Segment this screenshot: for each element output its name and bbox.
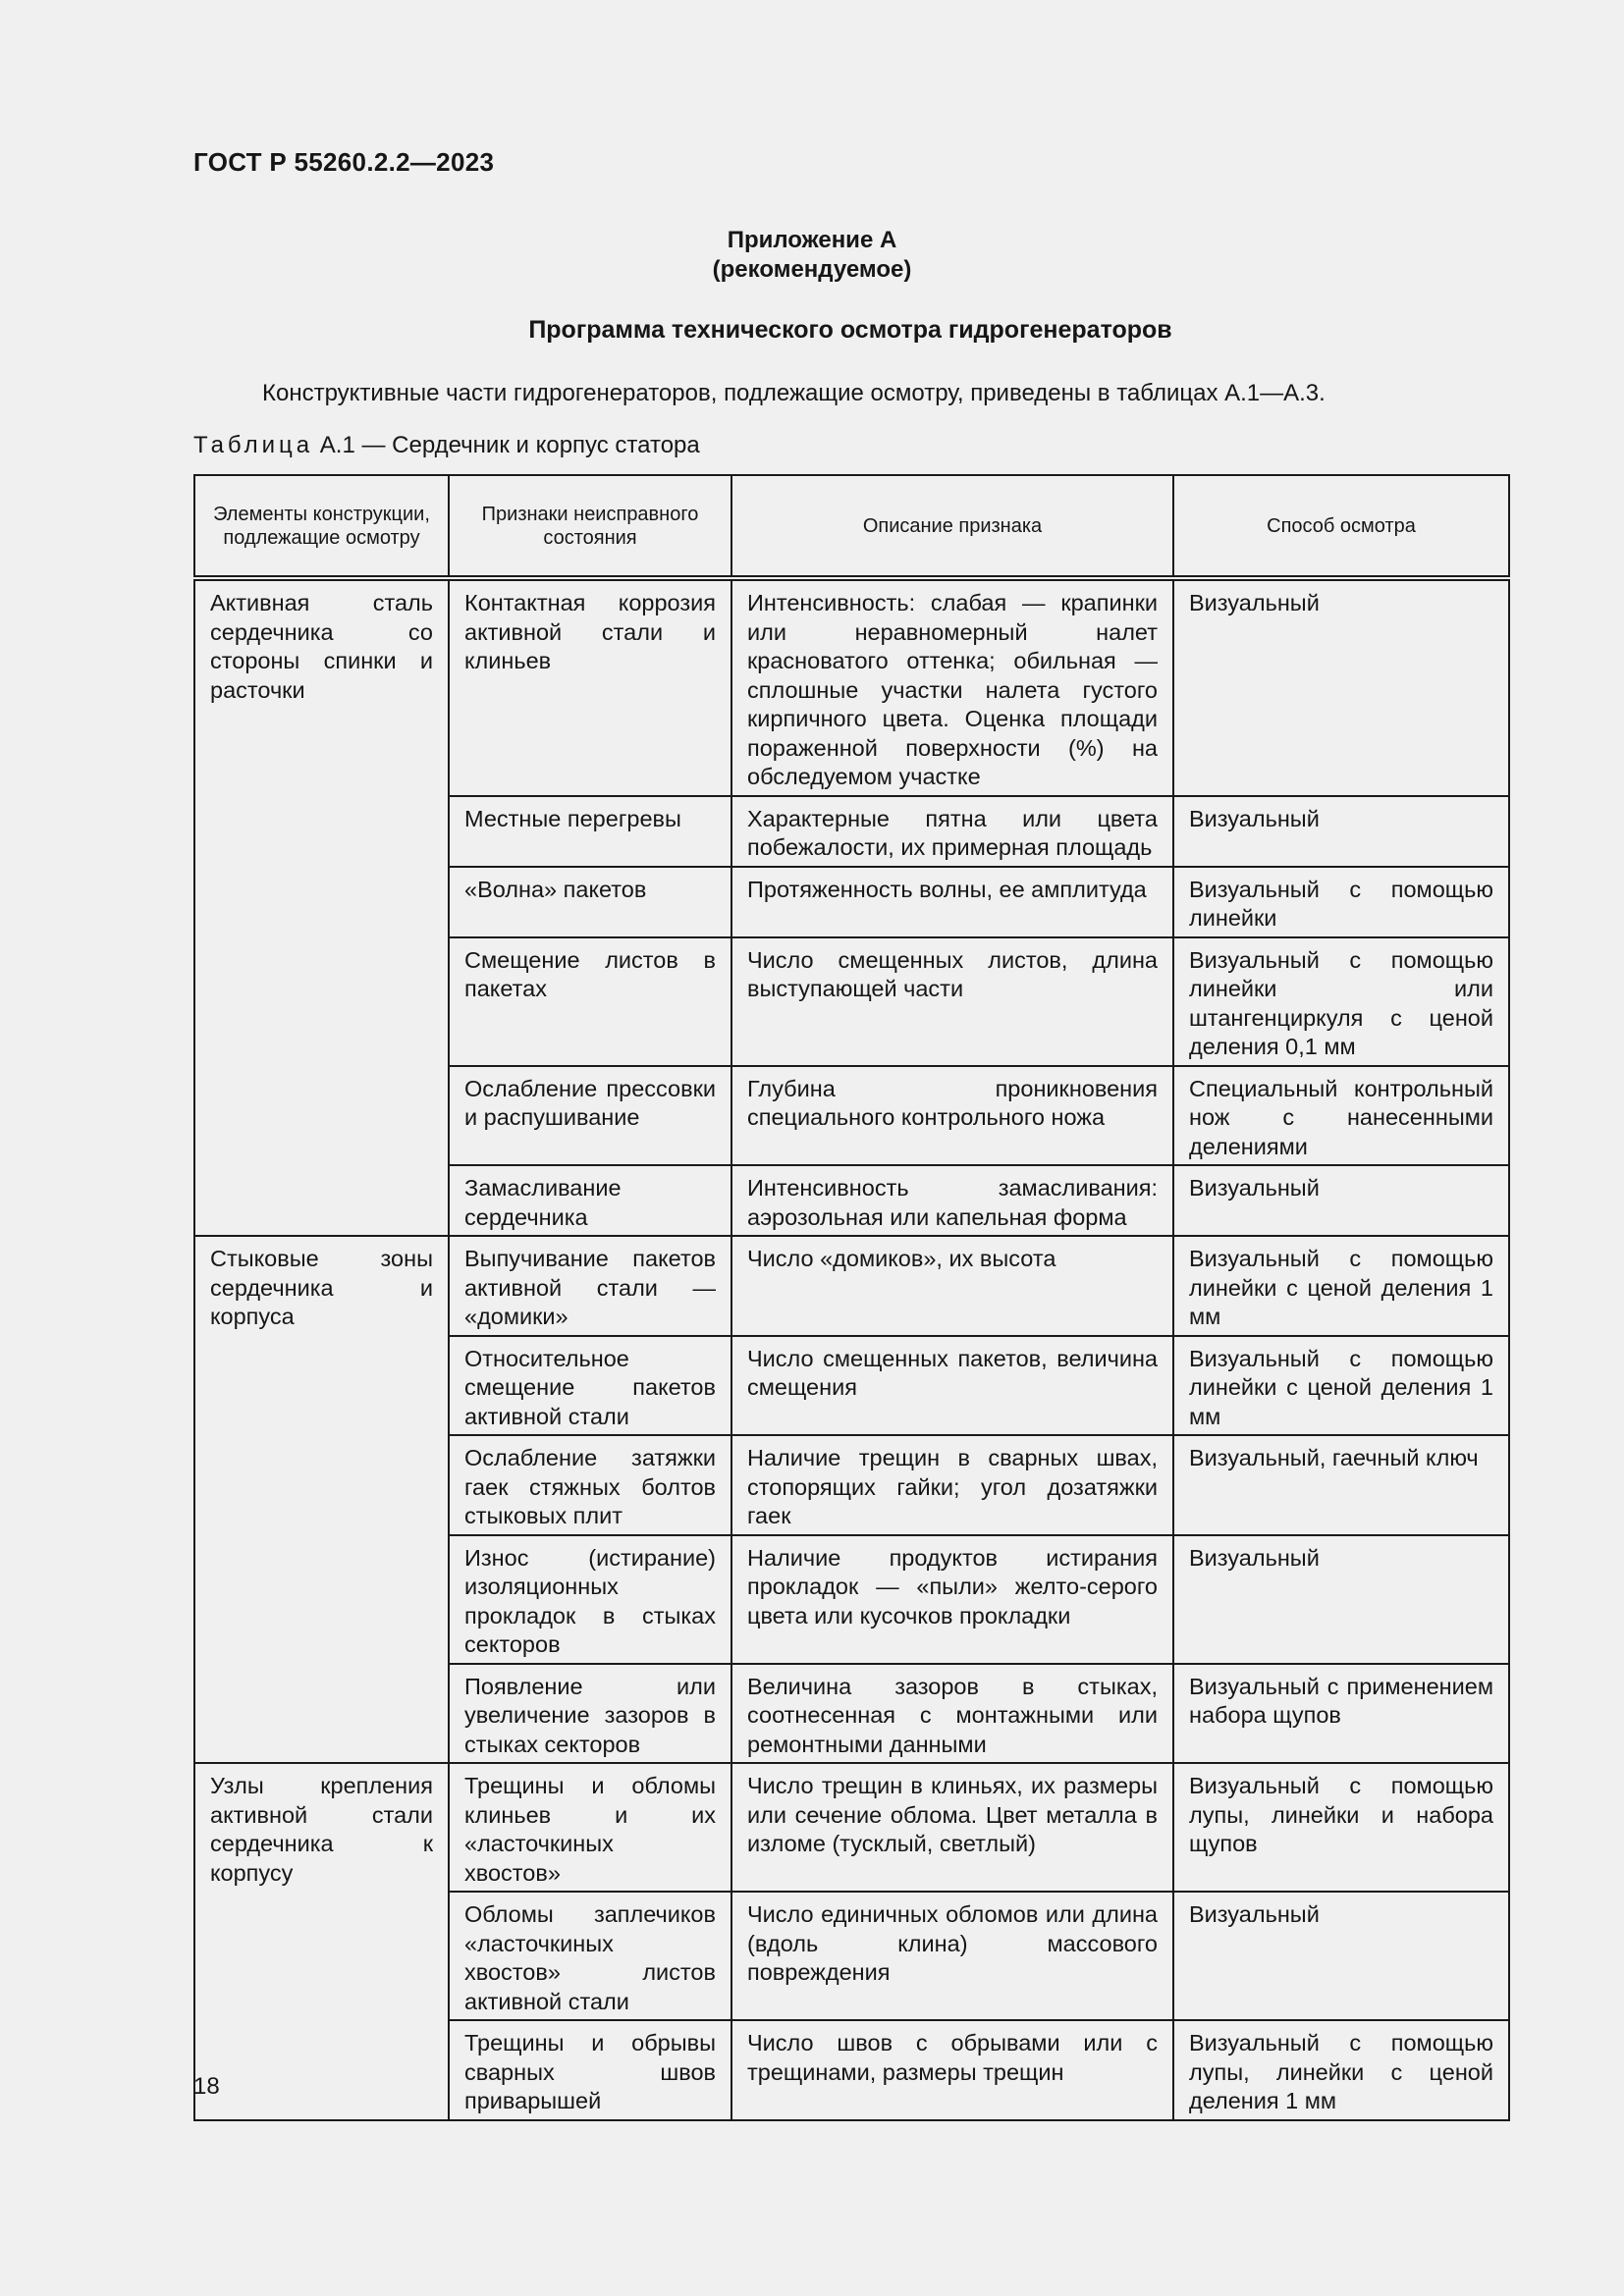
method-cell: Визуальный с помощью линейки с ценой деления 1 мм bbox=[1173, 1336, 1509, 1436]
sign-cell: Появление или увеличение зазоров в стыках секторов bbox=[449, 1664, 731, 1764]
description-cell: Число трещин в клиньях, их размеры или сечение облома. Цвет металла в изломе (тусклый, светлый) bbox=[731, 1763, 1173, 1892]
sign-cell: Местные перегревы bbox=[449, 796, 731, 867]
description-cell: Характерные пятна или цвета побежалости, их примерная площадь bbox=[731, 796, 1173, 867]
description-cell: Глубина проникновения специального контрольного ножа bbox=[731, 1066, 1173, 1166]
appendix-title: Приложение А bbox=[727, 227, 897, 253]
description-cell: Число единичных обломов или длина (вдоль клина) массового повреждения bbox=[731, 1892, 1173, 2020]
sign-cell: Выпучивание пакетов активной стали — «домики» bbox=[449, 1236, 731, 1336]
method-cell: Визуальный bbox=[1173, 1165, 1509, 1236]
table-caption bbox=[193, 432, 700, 459]
description-cell: Наличие продуктов истирания прокладок — «пыли» желто-серого цвета или кусочков прокладки bbox=[731, 1535, 1173, 1664]
element-cell: Узлы крепления активной стали сердечника к корпусу bbox=[194, 1763, 449, 2120]
method-cell: Визуальный bbox=[1173, 1892, 1509, 2020]
sign-cell: Обломы заплечиков «ласточкиных хвостов» листов активной стали bbox=[449, 1892, 731, 2020]
sign-cell: Ослабление затяжки гаек стяжных болтов стыковых плит bbox=[449, 1435, 731, 1535]
method-cell: Визуальный с помощью лупы, линейки и набора щупов bbox=[1173, 1763, 1509, 1892]
element-cell: Стыковые зоны сердечника и корпуса bbox=[194, 1236, 449, 1763]
method-cell: Визуальный с помощью линейки bbox=[1173, 867, 1509, 937]
appendix-subtitle: (рекомендуемое) bbox=[712, 256, 912, 283]
method-cell: Визуальный с помощью линейки или штангенциркуля с ценой деления 0,1 мм bbox=[1173, 937, 1509, 1066]
table-caption-prefix: Таблица bbox=[193, 432, 314, 458]
method-cell: Визуальный bbox=[1173, 796, 1509, 867]
inspection-table bbox=[193, 474, 1510, 2121]
sign-cell: «Волна» пакетов bbox=[449, 867, 731, 937]
page-number: 18 bbox=[193, 2073, 220, 2100]
description-cell: Протяженность волны, ее амплитуда bbox=[731, 867, 1173, 937]
table-row bbox=[194, 1236, 1509, 1336]
column-header: Способ осмотра bbox=[1173, 475, 1509, 578]
description-cell: Интенсивность замасливания: аэрозольная или капельная форма bbox=[731, 1165, 1173, 1236]
method-cell: Специальный контрольный нож с нанесенными делениями bbox=[1173, 1066, 1509, 1166]
description-cell: Число «домиков», их высота bbox=[731, 1236, 1173, 1336]
column-header: Описание признака bbox=[731, 475, 1173, 578]
table-row bbox=[194, 1763, 1509, 1892]
description-cell: Число смещенных листов, длина выступающей части bbox=[731, 937, 1173, 1066]
sign-cell: Ослабление прессовки и распушивание bbox=[449, 1066, 731, 1166]
column-header: Элементы конструкции, подлежащие осмотру bbox=[194, 475, 449, 578]
description-cell: Величина зазоров в стыках, соотнесенная с монтажными или ремонтными данными bbox=[731, 1664, 1173, 1764]
method-cell: Визуальный bbox=[1173, 578, 1509, 796]
sign-cell: Трещины и обломы клиньев и их «ласточкиных хвостов» bbox=[449, 1763, 731, 1892]
sign-cell: Контактная коррозия активной стали и клиньев bbox=[449, 578, 731, 796]
description-cell: Число смещенных пакетов, величина смещения bbox=[731, 1336, 1173, 1436]
method-cell: Визуальный с помощью лупы, линейки с ценой деления 1 мм bbox=[1173, 2020, 1509, 2120]
table-header-row bbox=[194, 475, 1509, 578]
document-header: ГОСТ Р 55260.2.2—2023 bbox=[193, 147, 495, 177]
sign-cell: Износ (истирание) изоляционных прокладок в стыках секторов bbox=[449, 1535, 731, 1664]
sign-cell: Смещение листов в пакетах bbox=[449, 937, 731, 1066]
method-cell: Визуальный bbox=[1173, 1535, 1509, 1664]
description-cell: Интенсивность: слабая — крапинки или неравномерный налет красноватого оттенка; обильная — сплошные участки налета густого кирпичного цвета. Оценка площади пораженной поверхности (%) на обследуемом участке bbox=[731, 578, 1173, 796]
intro-paragraph: Конструктивные части гидрогенераторов, подлежащие осмотру, приведены в таблицах А.1—А.3. bbox=[262, 380, 1326, 406]
table-caption-text: А.1 — Сердечник и корпус статора bbox=[313, 432, 700, 458]
method-cell: Визуальный, гаечный ключ bbox=[1173, 1435, 1509, 1535]
sign-cell: Замасливание сердечника bbox=[449, 1165, 731, 1236]
element-cell: Активная сталь сердечника со стороны спинки и расточки bbox=[194, 578, 449, 1236]
method-cell: Визуальный с помощью линейки с ценой деления 1 мм bbox=[1173, 1236, 1509, 1336]
table-row bbox=[194, 578, 1509, 796]
column-header: Признаки неисправного состояния bbox=[449, 475, 731, 578]
description-cell: Число швов с обрывами или с трещинами, размеры трещин bbox=[731, 2020, 1173, 2120]
description-cell: Наличие трещин в сварных швах, стопорящих гайки; угол дозатяжки гаек bbox=[731, 1435, 1173, 1535]
method-cell: Визуальный с применением набора щупов bbox=[1173, 1664, 1509, 1764]
appendix-heading bbox=[0, 226, 1624, 285]
section-title: Программа технического осмотра гидрогенераторов bbox=[528, 316, 1172, 344]
sign-cell: Трещины и обрывы сварных швов приварышей bbox=[449, 2020, 731, 2120]
sign-cell: Относительное смещение пакетов активной стали bbox=[449, 1336, 731, 1436]
